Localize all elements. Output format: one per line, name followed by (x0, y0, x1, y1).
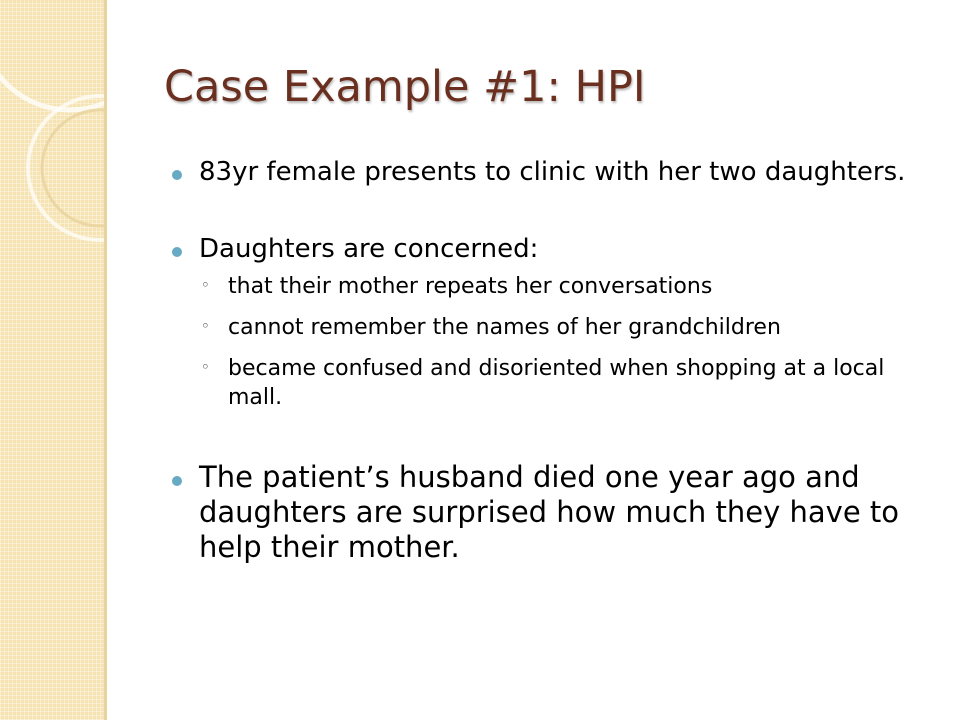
sub-bullet-item (199, 272, 932, 301)
bullet-text: 83yr female presents to clinic with her two daughters. (199, 157, 906, 187)
sub-bullet-text: became confused and disoriented when shopping at a local mall. (228, 356, 885, 410)
sub-bullet-text: that their mother repeats her conversations (228, 274, 713, 299)
decorative-circle-middle (28, 96, 104, 240)
bullet-item-presentation (172, 156, 932, 189)
slide-title: Case Example #1: HPI (164, 62, 646, 112)
bullet-text: Daughters are concerned: (199, 234, 539, 264)
decorative-circle-large (0, 0, 104, 110)
decorative-circles (0, 0, 104, 720)
decorative-circle-inner (42, 110, 104, 226)
slide-content (172, 152, 932, 565)
sub-bullet-text: cannot remember the names of her grandchildren (228, 315, 781, 340)
hollow-circle-icon: ◦ (201, 317, 210, 335)
hollow-circle-icon: ◦ (201, 358, 210, 376)
sub-bullet-item (199, 354, 932, 412)
sub-bullet-list (172, 272, 932, 412)
bullet-text: The patient’s husband died one year ago and daughters are surprised how much they have to help their mother. (199, 460, 899, 564)
sub-bullet-item (199, 313, 932, 342)
bullet-item-husband (172, 460, 932, 565)
bullet-dot-icon (172, 476, 182, 486)
bullet-dot-icon (172, 170, 182, 180)
decorative-side-panel (0, 0, 104, 720)
bullet-dot-icon (172, 247, 182, 257)
hollow-circle-icon: ◦ (201, 276, 210, 294)
bullet-item-concerns (172, 233, 932, 266)
side-panel-edge (104, 0, 107, 720)
